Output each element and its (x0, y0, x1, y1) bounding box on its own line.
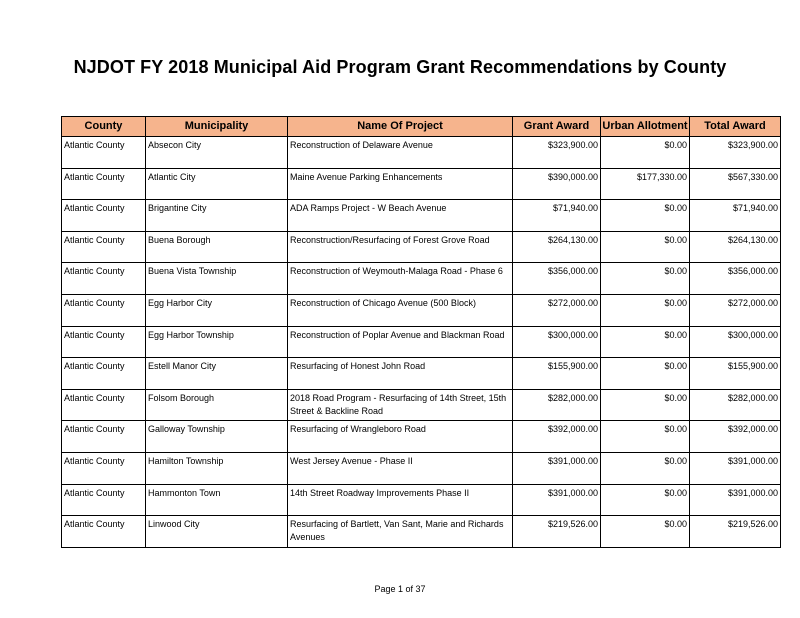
cell-county: Atlantic County (62, 231, 146, 263)
grant-table (61, 116, 781, 548)
cell-project-name: Reconstruction/Resurfacing of Forest Grove Road (288, 231, 513, 263)
cell-municipality: Brigantine City (146, 200, 288, 232)
cell-project-name: 14th Street Roadway Improvements Phase II (288, 484, 513, 516)
cell-project-name: ADA Ramps Project - W Beach Avenue (288, 200, 513, 232)
cell-municipality: Folsom Borough (146, 389, 288, 421)
table-header-row (62, 117, 781, 137)
cell-total-award: $391,000.00 (690, 484, 781, 516)
cell-municipality: Buena Vista Township (146, 263, 288, 295)
table-row (62, 168, 781, 200)
cell-total-award: $282,000.00 (690, 389, 781, 421)
cell-total-award: $272,000.00 (690, 294, 781, 326)
table-row (62, 452, 781, 484)
cell-total-award: $264,130.00 (690, 231, 781, 263)
cell-grant-award: $264,130.00 (513, 231, 601, 263)
cell-grant-award: $391,000.00 (513, 452, 601, 484)
cell-project-name: 2018 Road Program - Resurfacing of 14th Street, 15th Street & Backline Road (288, 389, 513, 421)
cell-grant-award: $323,900.00 (513, 137, 601, 169)
cell-county: Atlantic County (62, 421, 146, 453)
cell-grant-award: $155,900.00 (513, 358, 601, 390)
cell-county: Atlantic County (62, 326, 146, 358)
cell-project-name: Resurfacing of Bartlett, Van Sant, Marie and Richards Avenues (288, 516, 513, 548)
cell-urban-allotment: $0.00 (601, 200, 690, 232)
page-number: Page 1 of 37 (374, 584, 426, 594)
cell-urban-allotment: $0.00 (601, 421, 690, 453)
cell-project-name: Reconstruction of Poplar Avenue and Blackman Road (288, 326, 513, 358)
header-grant-award: Grant Award (513, 117, 601, 137)
cell-grant-award: $219,526.00 (513, 516, 601, 548)
cell-municipality: Atlantic City (146, 168, 288, 200)
cell-project-name: Maine Avenue Parking Enhancements (288, 168, 513, 200)
cell-urban-allotment: $0.00 (601, 263, 690, 295)
table-row (62, 263, 781, 295)
cell-urban-allotment: $0.00 (601, 452, 690, 484)
table-row (62, 389, 781, 421)
cell-project-name: Reconstruction of Weymouth-Malaga Road - Phase 6 (288, 263, 513, 295)
cell-county: Atlantic County (62, 294, 146, 326)
cell-total-award: $323,900.00 (690, 137, 781, 169)
cell-grant-award: $391,000.00 (513, 484, 601, 516)
cell-municipality: Egg Harbor City (146, 294, 288, 326)
cell-county: Atlantic County (62, 200, 146, 232)
cell-county: Atlantic County (62, 516, 146, 548)
cell-grant-award: $356,000.00 (513, 263, 601, 295)
cell-project-name: Reconstruction of Delaware Avenue (288, 137, 513, 169)
header-urban-allotment: Urban Allotment (601, 117, 690, 137)
cell-municipality: Estell Manor City (146, 358, 288, 390)
cell-total-award: $219,526.00 (690, 516, 781, 548)
table-row (62, 484, 781, 516)
table-row (62, 137, 781, 169)
table-body (62, 137, 781, 548)
cell-municipality: Galloway Township (146, 421, 288, 453)
cell-urban-allotment: $0.00 (601, 137, 690, 169)
cell-total-award: $391,000.00 (690, 452, 781, 484)
cell-urban-allotment: $0.00 (601, 231, 690, 263)
cell-grant-award: $300,000.00 (513, 326, 601, 358)
cell-urban-allotment: $0.00 (601, 516, 690, 548)
cell-urban-allotment: $0.00 (601, 389, 690, 421)
header-total-award: Total Award (690, 117, 781, 137)
cell-total-award: $155,900.00 (690, 358, 781, 390)
cell-municipality: Buena Borough (146, 231, 288, 263)
cell-project-name: West Jersey Avenue - Phase II (288, 452, 513, 484)
cell-total-award: $392,000.00 (690, 421, 781, 453)
document-title: NJDOT FY 2018 Municipal Aid Program Grant Recommendations by County (73, 57, 727, 77)
cell-project-name: Resurfacing of Wrangleboro Road (288, 421, 513, 453)
table-row (62, 294, 781, 326)
table-row (62, 231, 781, 263)
table-row (62, 421, 781, 453)
cell-urban-allotment: $0.00 (601, 294, 690, 326)
cell-county: Atlantic County (62, 168, 146, 200)
header-municipality: Municipality (146, 117, 288, 137)
cell-county: Atlantic County (62, 389, 146, 421)
table-row (62, 358, 781, 390)
cell-urban-allotment: $0.00 (601, 484, 690, 516)
cell-grant-award: $71,940.00 (513, 200, 601, 232)
table-row (62, 516, 781, 548)
cell-grant-award: $282,000.00 (513, 389, 601, 421)
cell-county: Atlantic County (62, 263, 146, 295)
cell-grant-award: $272,000.00 (513, 294, 601, 326)
cell-municipality: Absecon City (146, 137, 288, 169)
cell-urban-allotment: $0.00 (601, 358, 690, 390)
cell-total-award: $71,940.00 (690, 200, 781, 232)
cell-municipality: Hamilton Township (146, 452, 288, 484)
cell-grant-award: $390,000.00 (513, 168, 601, 200)
cell-municipality: Linwood City (146, 516, 288, 548)
table-row (62, 200, 781, 232)
cell-project-name: Reconstruction of Chicago Avenue (500 Block) (288, 294, 513, 326)
cell-county: Atlantic County (62, 452, 146, 484)
cell-county: Atlantic County (62, 358, 146, 390)
cell-urban-allotment: $177,330.00 (601, 168, 690, 200)
cell-grant-award: $392,000.00 (513, 421, 601, 453)
cell-project-name: Resurfacing of Honest John Road (288, 358, 513, 390)
header-project: Name Of Project (288, 117, 513, 137)
cell-total-award: $300,000.00 (690, 326, 781, 358)
cell-total-award: $567,330.00 (690, 168, 781, 200)
cell-county: Atlantic County (62, 484, 146, 516)
cell-municipality: Egg Harbor Township (146, 326, 288, 358)
cell-county: Atlantic County (62, 137, 146, 169)
cell-urban-allotment: $0.00 (601, 326, 690, 358)
header-county: County (62, 117, 146, 137)
cell-municipality: Hammonton Town (146, 484, 288, 516)
cell-total-award: $356,000.00 (690, 263, 781, 295)
table-row (62, 326, 781, 358)
